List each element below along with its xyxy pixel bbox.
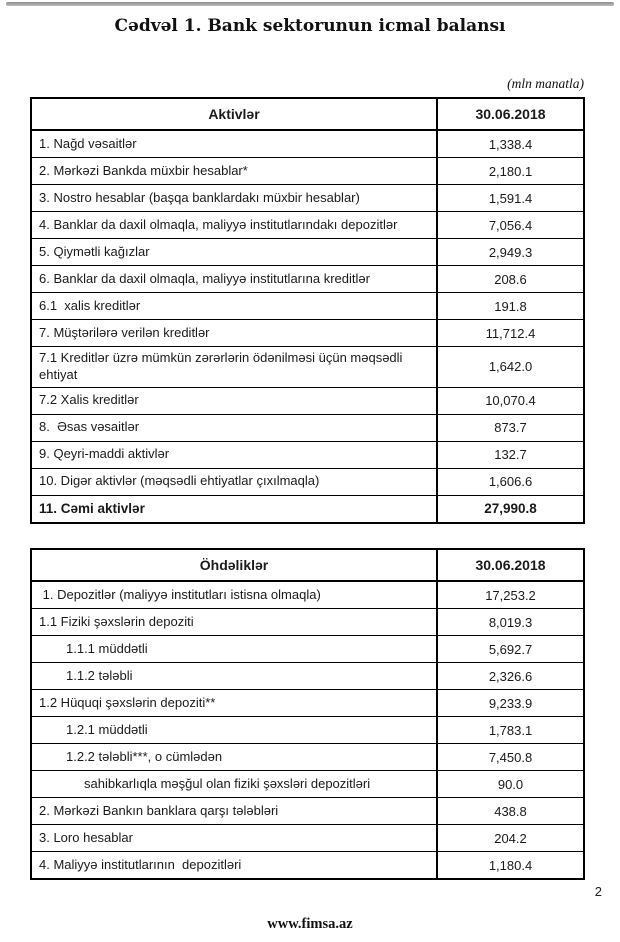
row-label: 2. Mərkəzi Bankda müxbir hesablar* [39, 162, 248, 178]
row-value: 438.8 [436, 798, 583, 824]
row-value: 1,783.1 [436, 717, 583, 743]
table-row [32, 388, 583, 415]
row-value: 1,606.6 [436, 469, 583, 495]
table-row [32, 293, 583, 320]
row-label: 4. Maliyyə institutlarının depozitləri [39, 856, 242, 872]
row-label: 1.2.2 tələbli***, o cümlədən [66, 748, 223, 764]
row-value: 191.8 [436, 293, 583, 319]
row-label: 7.1 Kreditlər üzrə mümkün zərərlərin ödənilməsi üçün məqsədli ehtiyat [39, 350, 407, 382]
liabilities-table-header [32, 550, 583, 582]
row-label: 1. Nağd vəsaitlər [39, 135, 137, 151]
row-value: 2,949.3 [436, 239, 583, 265]
row-value: 1,642.0 [436, 347, 583, 387]
row-value: 11,712.4 [436, 320, 583, 346]
row-label: 11. Cəmi aktivlər [39, 501, 145, 516]
assets-table-body [32, 131, 583, 522]
table-row [32, 158, 583, 185]
table-row [32, 266, 583, 293]
row-label: 1.2 Hüquqi şəxslərin depoziti** [39, 694, 216, 710]
row-value: 8,019.3 [436, 609, 583, 635]
table-row [32, 582, 583, 609]
table-row [32, 496, 583, 522]
footer-link: www.fimsa.az [267, 916, 353, 932]
row-value: 10,070.4 [436, 388, 583, 414]
table-row [32, 744, 583, 771]
table-row [32, 771, 583, 798]
row-value: 1,338.4 [436, 131, 583, 157]
assets-table-header [32, 99, 583, 131]
table-header-date: 30.06.2018 [436, 99, 583, 129]
row-label: 4. Banklar da daxil olmaqla, maliyyə institutlarındakı depozitlər [39, 216, 398, 232]
row-value: 873.7 [436, 415, 583, 441]
row-label: 6. Banklar da daxil olmaqla, maliyyə institutlarına kreditlər [39, 270, 370, 286]
row-label: 1.1 Fiziki şəxslərin depoziti [39, 613, 194, 629]
row-value: 27,990.8 [436, 496, 583, 522]
row-value: 2,326.6 [436, 663, 583, 689]
row-value: 2,180.1 [436, 158, 583, 184]
row-label: 1.1.1 müddətli [66, 640, 148, 656]
row-label: 3. Nostro hesablar (başqa banklardakı müxbir hesablar) [39, 189, 360, 205]
table-header-label: Öhdəliklər [199, 557, 269, 573]
row-label: 7. Müştərilərə verilən kreditlər [39, 324, 210, 340]
unit-note: (mln manatla) [507, 76, 584, 91]
row-value: 9,233.9 [436, 690, 583, 716]
page-top-rule [6, 2, 614, 6]
row-label: 1. Depozitlər (maliyyə institutları istisna olmaqla) [39, 586, 321, 602]
liabilities-table-body [32, 582, 583, 878]
row-value: 7,450.8 [436, 744, 583, 770]
row-value: 204.2 [436, 825, 583, 851]
table-header-date: 30.06.2018 [436, 550, 583, 580]
row-label: sahibkarlıqla məşğul olan fiziki şəxsləri depozitləri [84, 775, 371, 791]
table-row [32, 717, 583, 744]
page-title: Cədvəl 1. Bank sektorunun icmal balansı [114, 16, 506, 36]
table-row [32, 442, 583, 469]
row-label: 6.1 xalis kreditlər [39, 297, 141, 313]
row-label: 9. Qeyri-maddi aktivlər [39, 446, 170, 462]
table-row [32, 825, 583, 852]
table-row [32, 798, 583, 825]
table-row [32, 469, 583, 496]
table-row [32, 239, 583, 266]
row-value: 7,056.4 [436, 212, 583, 238]
row-label: 2. Mərkəzi Bankın banklara qarşı tələbləri [39, 802, 279, 818]
row-value: 90.0 [436, 771, 583, 797]
page-number: 2 [594, 884, 602, 899]
row-value: 132.7 [436, 442, 583, 468]
table-row [32, 690, 583, 717]
row-label: 7.2 Xalis kreditlər [39, 392, 139, 408]
row-value: 208.6 [436, 266, 583, 292]
row-label: 10. Digər aktivlər (məqsədli ehtiyatlar çıxılmaqla) [39, 473, 320, 489]
table-row [32, 609, 583, 636]
row-value: 17,253.2 [436, 582, 583, 608]
row-label: 1.1.2 tələbli [66, 667, 133, 683]
table-header-label: Aktivlər [208, 106, 260, 122]
table-row [32, 185, 583, 212]
table-row [32, 212, 583, 239]
assets-table [30, 97, 585, 524]
table-row [32, 347, 583, 388]
row-label: 1.2.1 müddətli [66, 721, 148, 737]
row-value: 1,180.4 [436, 852, 583, 878]
table-row [32, 636, 583, 663]
table-row [32, 415, 583, 442]
row-label: 3. Loro hesablar [39, 829, 133, 845]
table-row [32, 320, 583, 347]
row-value: 1,591.4 [436, 185, 583, 211]
liabilities-table [30, 548, 585, 880]
row-label: 8. Əsas vəsaitlər [39, 419, 140, 435]
table-row [32, 663, 583, 690]
row-value: 5,692.7 [436, 636, 583, 662]
table-row [32, 131, 583, 158]
table-row [32, 852, 583, 878]
row-label: 5. Qiymətli kağızlar [39, 243, 150, 259]
